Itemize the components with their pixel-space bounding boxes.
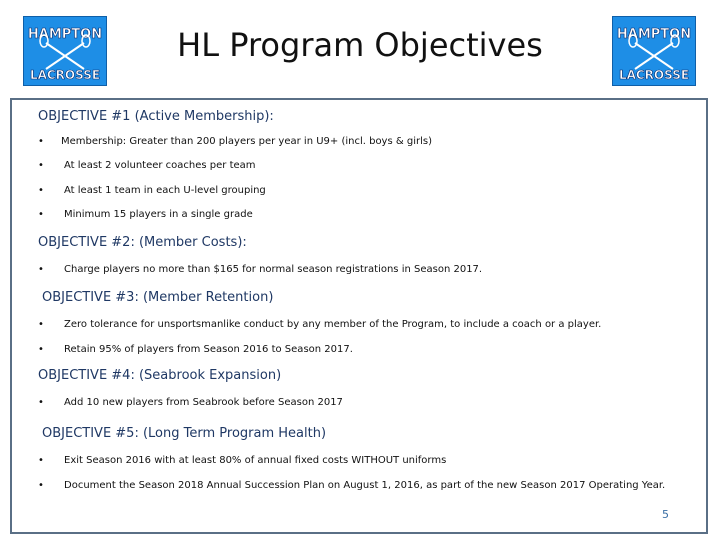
bullet-text: At least 1 team in each U-level grouping (64, 185, 266, 196)
bullet-icon: • (38, 344, 44, 355)
bullet-icon: • (38, 455, 44, 466)
bullet-icon: • (38, 319, 44, 330)
logo-line1: HAMPTON (616, 27, 692, 42)
bullet-text: Exit Season 2016 with at least 80% of annual fixed costs WITHOUT uniforms (64, 455, 447, 466)
bullet-icon: • (38, 136, 44, 147)
page-number: 5 (662, 508, 669, 521)
objective-1-heading: OBJECTIVE #1 (Active Membership): (38, 109, 274, 124)
bullet-icon: • (38, 209, 44, 220)
bullet-icon: • (38, 397, 44, 408)
bullet-text: Minimum 15 players in a single grade (64, 209, 253, 220)
bullet-icon: • (38, 185, 44, 196)
bullet-text: Zero tolerance for unsportsmanlike conduct by any member of the Program, to include a coach or a player. (64, 319, 602, 330)
bullet-icon: • (38, 264, 44, 275)
logo-line2: LACROSSE (29, 68, 101, 82)
hampton-lacrosse-logo-right (612, 16, 696, 86)
bullet-text: Document the Season 2018 Annual Succession Plan on August 1, 2016, as part of the new Season 2017 Operating Year. (64, 480, 666, 491)
bullet-text: Add 10 new players from Seabrook before Season 2017 (64, 397, 343, 408)
bullet-icon: • (38, 160, 44, 171)
objective-4-heading: OBJECTIVE #4: (Seabrook Expansion) (38, 368, 282, 383)
bullet-text: Charge players no more than $165 for normal season registrations in Season 2017. (64, 264, 483, 275)
objective-5-heading: OBJECTIVE #5: (Long Term Program Health) (42, 426, 327, 441)
bullet-text: At least 2 volunteer coaches per team (64, 160, 256, 171)
bullet-text: Membership: Greater than 200 players per year in U9+ (incl. boys & girls) (61, 136, 432, 147)
logo-line1: HAMPTON (27, 27, 103, 42)
bullet-text: Retain 95% of players from Season 2016 to Season 2017. (64, 344, 353, 355)
objective-3-heading: OBJECTIVE #3: (Member Retention) (42, 290, 274, 305)
bullet-icon: • (38, 480, 44, 491)
logo-line2: LACROSSE (618, 68, 690, 82)
slide-title: HL Program Objectives (177, 26, 543, 64)
objective-2-heading: OBJECTIVE #2: (Member Costs): (38, 235, 247, 250)
